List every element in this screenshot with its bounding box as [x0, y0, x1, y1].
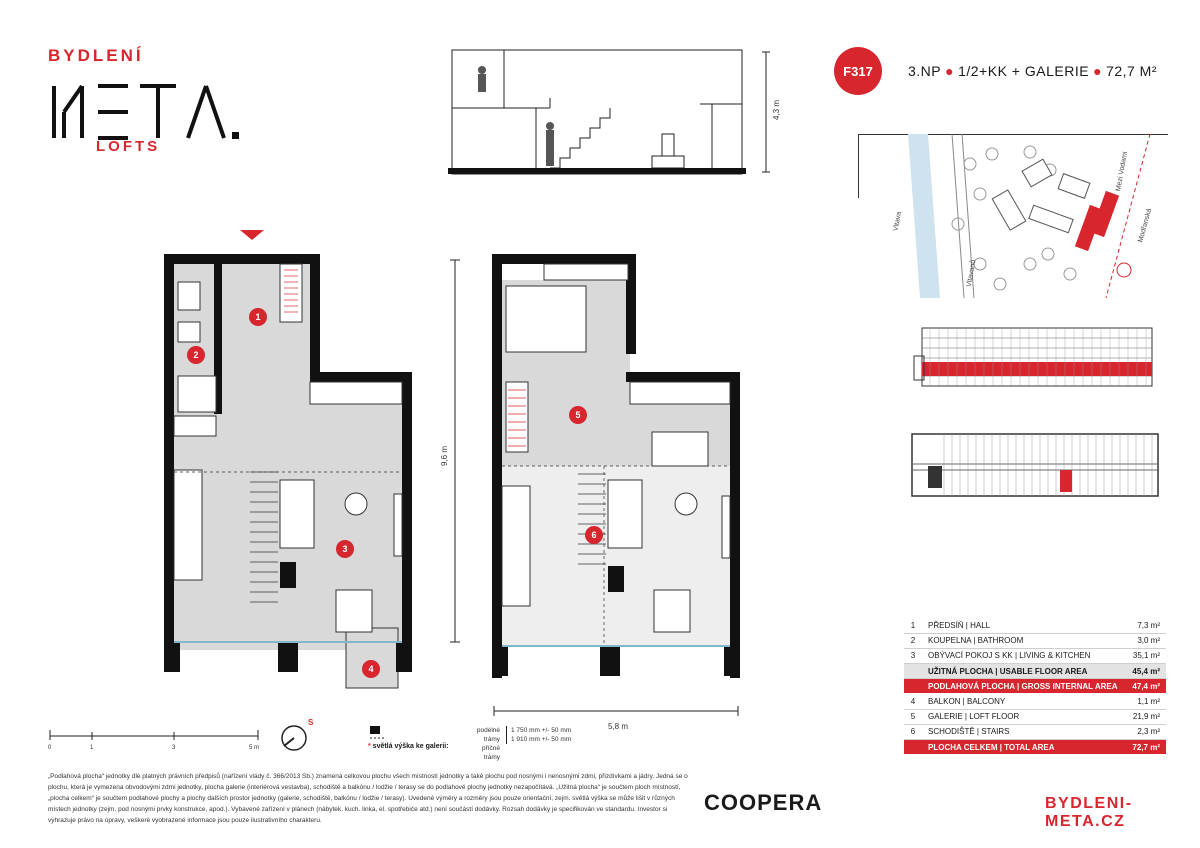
- unit-floor: 3.NP: [908, 63, 942, 79]
- divider-line: [858, 134, 859, 198]
- room-area: 21,9 m²: [1126, 709, 1166, 724]
- room-number: 2: [904, 633, 922, 648]
- room-number: 3: [904, 648, 922, 663]
- street-label: Vltavanů: [965, 259, 978, 288]
- gallery-height-note: [368, 743, 449, 750]
- beam-values: [506, 726, 571, 744]
- room-area: 1,1 m²: [1126, 694, 1166, 709]
- facade-drawing: [910, 320, 1160, 392]
- room-area: 35,1 m²: [1126, 648, 1166, 663]
- room-label: OBÝVACÍ POKOJ S KK | LIVING & KITCHEN: [922, 648, 1126, 663]
- section-drawing: [440, 44, 780, 184]
- beam-legend-icon: [368, 724, 386, 742]
- room-area: 72,7 m²: [1126, 740, 1166, 755]
- brand-top-text: BYDLENÍ: [48, 46, 144, 65]
- separator-dot: ●: [1093, 63, 1103, 79]
- beam-labels: [464, 726, 500, 762]
- scale-tick-label: 3: [172, 745, 176, 751]
- area-row: [904, 740, 1166, 755]
- unit-layout: 1/2+KK + GALERIE: [958, 63, 1090, 79]
- room-label: KOUPELNA | BATHROOM: [922, 633, 1126, 648]
- room-area: 7,3 m²: [1126, 618, 1166, 633]
- separator-dot: ●: [945, 63, 955, 79]
- room-label: SCHODIŠTĚ | STAIRS: [922, 724, 1126, 739]
- area-row: [904, 664, 1166, 679]
- room-marker-5: 5: [569, 406, 587, 424]
- area-row: [904, 679, 1166, 694]
- street-label: Modřanská: [1137, 207, 1154, 244]
- area-row: [904, 694, 1166, 709]
- street-label: Mezi Vodami: [1115, 151, 1129, 192]
- room-marker-3: 3: [336, 540, 354, 558]
- room-number: [904, 740, 922, 755]
- compass-label: S: [308, 718, 314, 727]
- room-marker-4: 4: [362, 660, 380, 678]
- asterisk-icon: *: [368, 743, 373, 750]
- room-area: 47,4 m²: [1126, 679, 1166, 694]
- area-row: [904, 709, 1166, 724]
- scale-tick-label: 0: [48, 745, 52, 751]
- beam-long-label: podélné trámy: [476, 727, 500, 743]
- footnote: „Podlahová plocha“ jednotky dle platných právních předpisů (nařízení vlády č. 366/2013 Sb.) znamená celkovou plochu všech místností jednotky a také plochu pod nosnými i nenosnými zdmi, přizdívkami a jádry. Jedná se o plochu, která je vymezena obvodovými zdmi jednotky, plocha galerie (interiérová vestavba), schodiště a balkónu / lodžie / terasy se do podlahové plochy jednotky nezapočítává. „Užitná plocha“ je součtem ploch místností, „plocha celkem“ je součtem podlahové plochy a plochy dalších prostor jednotky (galerie, schodiště, balkónu / lodžie / terasy). Uvedené výměry a rozměry jsou pouze orientační, zejm. světlá výška se může lišit v různých místech jednotky (zejm. pod nosnými prvky konstrukce, apod.). Vybavené zařízení v plánech (nábytek, kuch. linka, el. spotřebiče atd.) není součástí dodávky. Rozsah dodávky je specifikován ve standardu. Investor si vyhrazuje právo na úpravy, veškeré vyobrazené informace jsou pouze ilustrativního charakteru.: [48, 773, 688, 824]
- room-area: 3,0 m²: [1126, 633, 1166, 648]
- room-number: 1: [904, 618, 922, 633]
- beam-cross-value: 1 910 mm +/- 50 mm: [511, 736, 572, 743]
- room-number: 6: [904, 724, 922, 739]
- area-table: [904, 618, 1166, 755]
- plan-width-label: 5,8 m: [608, 722, 629, 731]
- river-label: Vltava: [892, 211, 903, 232]
- room-area: 45,4 m²: [1126, 664, 1166, 679]
- room-label: UŽITNÁ PLOCHA | USABLE FLOOR AREA: [922, 664, 1126, 679]
- meta-logo: [48, 82, 248, 142]
- room-number: [904, 664, 922, 679]
- room-area: 2,3 m²: [1126, 724, 1166, 739]
- area-row: [904, 724, 1166, 739]
- room-label: GALERIE | LOFT FLOOR: [922, 709, 1126, 724]
- plan-height-label: 9,6 m: [440, 445, 449, 466]
- room-label: PŘEDSÍŇ | HALL: [922, 618, 1126, 633]
- width-dimension: [490, 704, 742, 718]
- scale-tick-label: 1: [90, 745, 94, 751]
- compass-icon: [278, 722, 310, 754]
- room-marker-2: 2: [187, 346, 205, 364]
- area-row: [904, 648, 1166, 663]
- floor-plan-lower: [160, 226, 422, 696]
- beam-cross-label: příčné trámy: [481, 745, 500, 761]
- room-marker-1: 1: [249, 308, 267, 326]
- beam-long-value: 1 750 mm +/- 50 mm: [511, 727, 572, 734]
- room-label: PLOCHA CELKEM | TOTAL AREA: [922, 740, 1126, 755]
- unit-code-badge: F317: [834, 47, 882, 95]
- room-label: PODLAHOVÁ PLOCHA | GROSS INTERNAL AREA: [922, 679, 1126, 694]
- unit-summary: [908, 63, 1157, 79]
- room-label: BALKON | BALCONY: [922, 694, 1126, 709]
- height-dimension: [448, 256, 462, 646]
- brand-bottom-text: LOFTS: [96, 138, 161, 155]
- section-height-label: 4,3 m: [772, 99, 781, 120]
- room-number: 4: [904, 694, 922, 709]
- developer-logo: COOPERA: [704, 790, 823, 815]
- room-number: 5: [904, 709, 922, 724]
- area-row: [904, 633, 1166, 648]
- floor-plan-upper: [488, 250, 750, 680]
- gallery-height-label: světlá výška ke galerii:: [372, 743, 449, 750]
- website-link[interactable]: BYDLENI-META.CZ: [1045, 795, 1133, 830]
- scale-bar: [48, 728, 264, 742]
- room-number: [904, 679, 922, 694]
- room-marker-6: 6: [585, 526, 603, 544]
- area-row: [904, 618, 1166, 633]
- scale-tick-label: 5 m: [249, 745, 260, 751]
- unit-area: 72,7 M²: [1106, 63, 1157, 79]
- key-floor-plan: [908, 426, 1164, 502]
